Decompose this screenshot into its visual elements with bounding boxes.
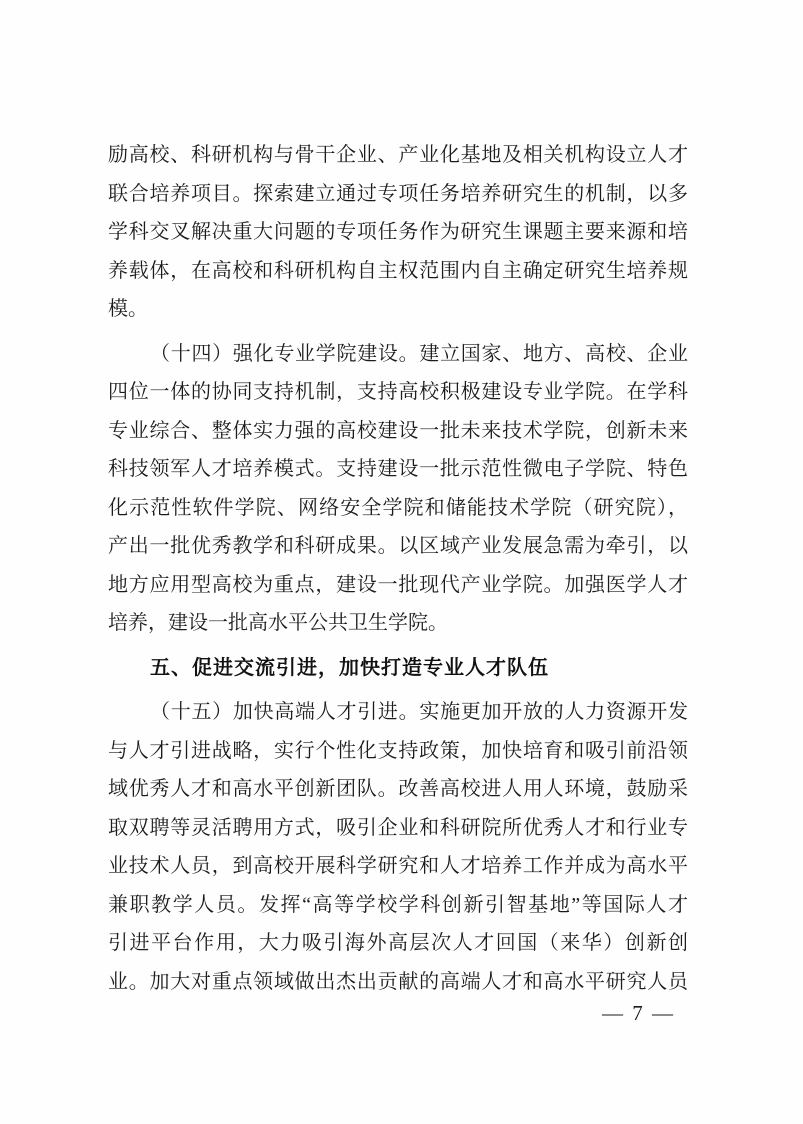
text-line: 兼职教学人员。发挥“高等学校学科创新引智基地”等国际人才 (108, 893, 688, 916)
body-paragraph (108, 335, 688, 643)
body-paragraph (108, 136, 688, 329)
text-line: 域优秀人才和高水平创新团队。改善高校进人用人环境，鼓励采 (108, 778, 688, 800)
text-line: 养载体，在高校和科研机构自主权范围内自主确定研究生培养规 (108, 259, 688, 282)
text-line: 地方应用型高校为重点，建设一批现代产业学院。加强医学人才 (108, 573, 688, 596)
text-line: 业技术人员，到高校开展科学研究和人才培养工作并成为高水平 (108, 855, 688, 877)
text-line: （十五）加快高端人才引进。实施更加开放的人力资源开发 (150, 701, 688, 723)
text-line: 培养，建设一批高水平公共卫生学院。 (108, 612, 448, 634)
text-line: 与人才引进战略，实行个性化支持政策，加快培育和吸引前沿领 (108, 739, 688, 762)
section-heading (108, 649, 688, 688)
text-line: 产出一批优秀教学和科研成果。以区域产业发展急需为牵引，以 (108, 535, 688, 557)
text-line: 取双聘等灵活聘用方式，吸引企业和科研院所优秀人才和行业专 (108, 816, 688, 839)
text-line: 四位一体的协同支持机制，支持高校积极建设专业学院。在学科 (108, 381, 688, 403)
text-line: 科技领军人才培养模式。支持建设一批示范性微电子学院、特色 (108, 458, 688, 480)
heading-line: 五、促进交流引进，加快打造专业人才队伍 (150, 656, 549, 679)
text-line: 业。加大对重点领域做出杰出贡献的高端人才和高水平研究人员 (108, 970, 688, 993)
document-body (108, 136, 688, 1001)
page-number: — 7 — (602, 1001, 675, 1025)
text-line: 联合培养项目。探索建立通过专项任务培养研究生的机制，以多 (108, 182, 688, 205)
text-line: 励高校、科研机构与骨干企业、产业化基地及相关机构设立人才 (108, 144, 688, 166)
text-line: （十四）强化专业学院建设。建立国家、地方、高校、企业 (150, 342, 688, 365)
text-line: 引进平台作用，大力吸引海外高层次人才回国（来华）创新创 (108, 932, 688, 954)
text-line: 学科交叉解决重大问题的专项任务作为研究生课题主要来源和培 (108, 221, 688, 243)
text-line: 化示范性软件学院、网络安全学院和储能技术学院（研究院）， (108, 496, 688, 519)
text-line: 专业综合、整体实力强的高校建设一批未来技术学院，创新未来 (108, 419, 688, 442)
text-line: 模。 (108, 298, 148, 320)
body-paragraph (108, 693, 688, 1001)
